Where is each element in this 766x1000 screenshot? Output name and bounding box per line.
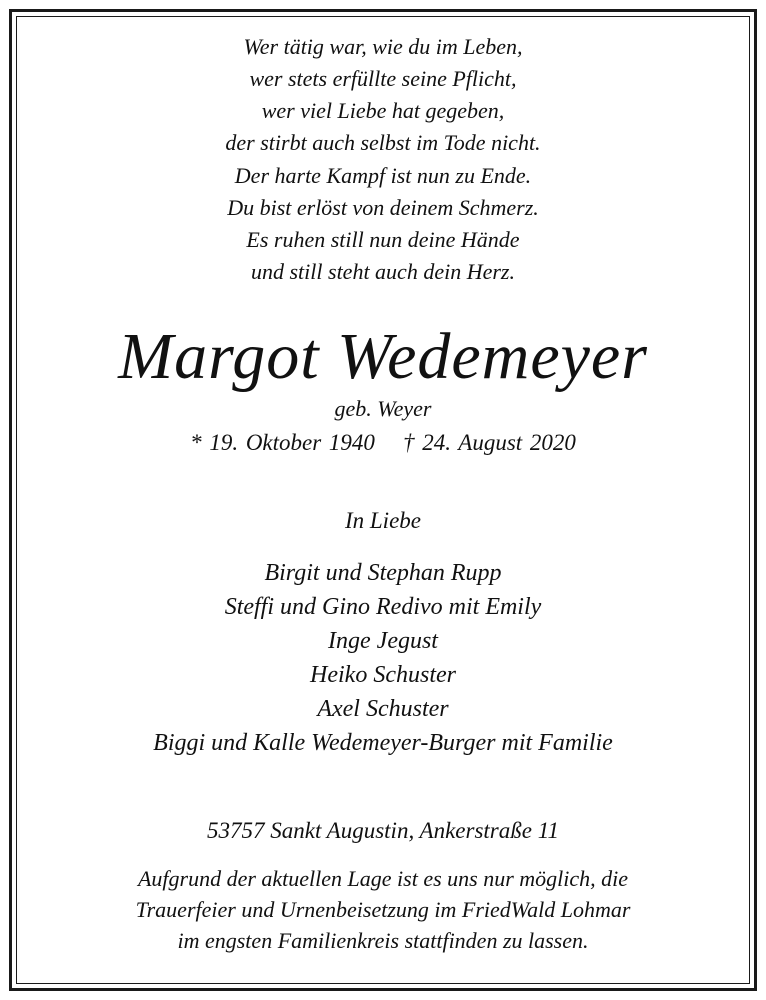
poem-line: der stirbt auch selbst im Tode nicht. (225, 130, 541, 155)
notice-line: Aufgrund der aktuellen Lage ist es uns nur möglich, die (137, 866, 629, 891)
mourner-name: Steffi und Gino Redivo mit Emily (224, 594, 542, 620)
poem-line: Du bist erlöst von deinem Schmerz. (227, 195, 539, 220)
poem-line: Es ruhen still nun deine Hände (246, 227, 520, 252)
deceased-name: Margot Wedemeyer (118, 320, 648, 393)
birth-date: * 19. Oktober 1940 (190, 430, 375, 455)
in-love-heading: In Liebe (344, 508, 421, 533)
maiden-name: geb. Weyer (334, 396, 432, 421)
obituary-notice (16, 16, 750, 984)
poem-line: Der harte Kampf ist nun zu Ende. (234, 163, 532, 188)
mourner-name: Heiko Schuster (310, 662, 456, 688)
mourner-name: Biggi und Kalle Wedemeyer-Burger mit Familie (153, 730, 613, 756)
address: 53757 Sankt Augustin, Ankerstraße 11 (206, 818, 559, 843)
poem-line: und still steht auch dein Herz. (251, 259, 515, 284)
poem-line: wer viel Liebe hat gegeben, (261, 98, 505, 123)
life-dates (16, 430, 750, 456)
death-date: † 24. August 2020 (402, 430, 576, 455)
mourner-name: Birgit und Stephan Rupp (264, 560, 502, 586)
poem-line: wer stets erfüllte seine Pflicht, (249, 66, 517, 91)
notice-line: Trauerfeier und Urnenbeisetzung im FriedWald Lohmar (135, 897, 631, 922)
notice-line: im engsten Familienkreis stattfinden zu lassen. (177, 928, 589, 953)
poem-line: Wer tätig war, wie du im Leben, (243, 34, 523, 59)
mourner-name: Axel Schuster (317, 696, 449, 722)
mourner-name: Inge Jegust (328, 628, 438, 654)
